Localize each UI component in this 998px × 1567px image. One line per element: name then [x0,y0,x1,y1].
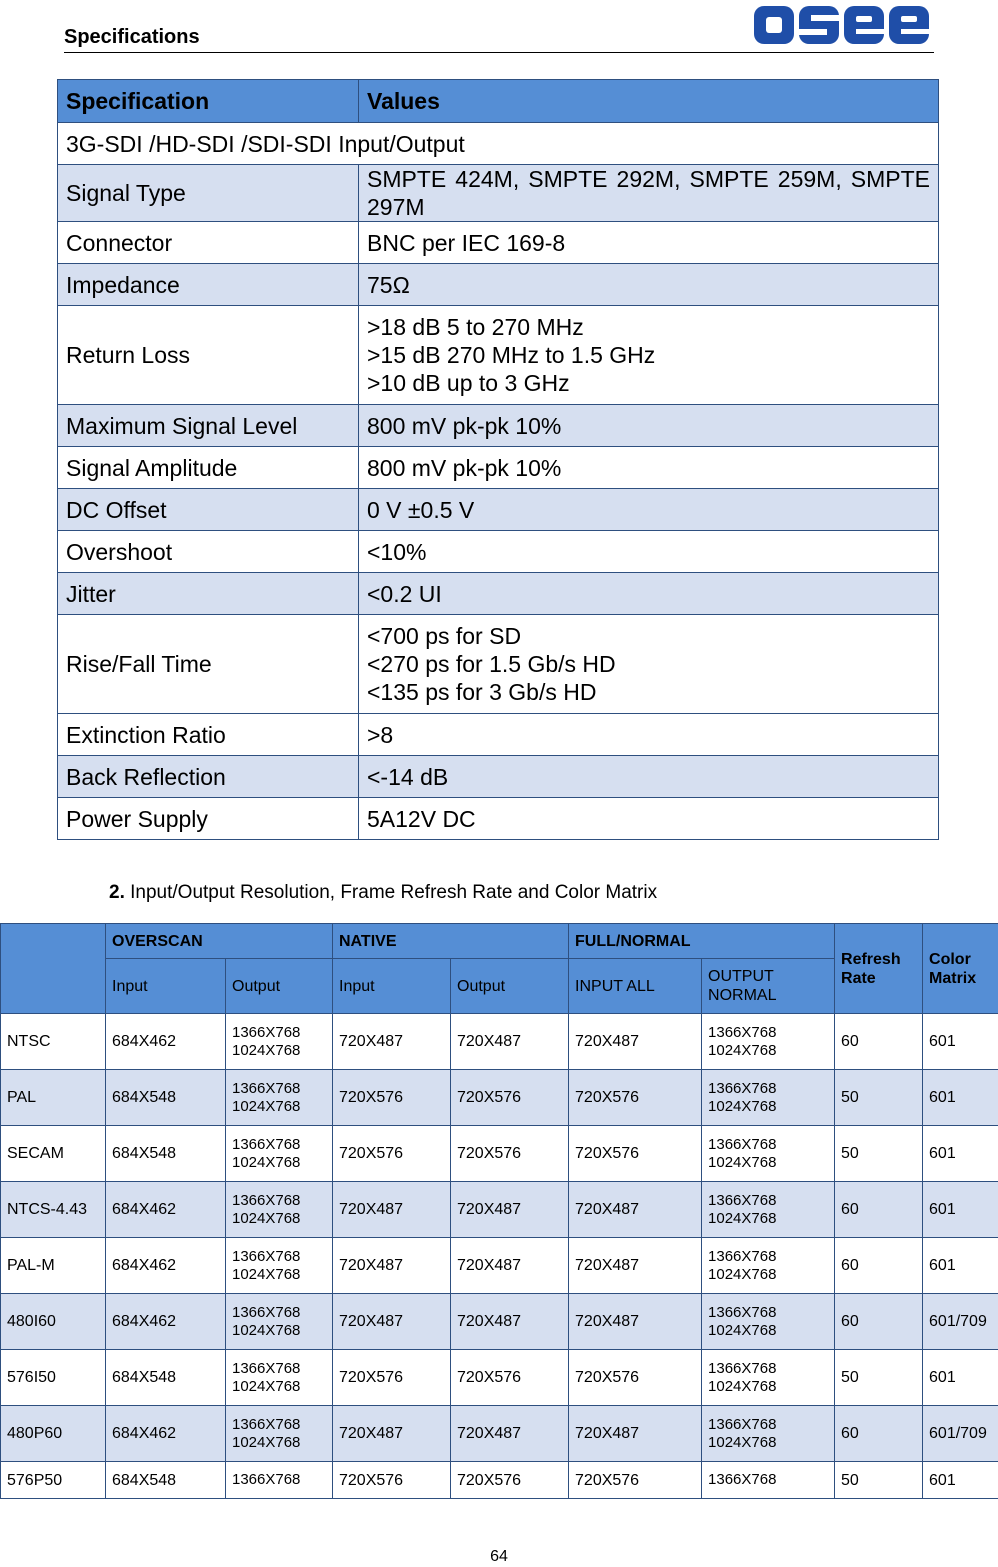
native-output-cell: 720X576 [451,1126,569,1182]
col-header-values: Values [359,80,939,123]
spec-value: >8 [359,714,939,756]
full-output-cell [702,1014,835,1070]
overscan-output-cell [226,1238,333,1294]
overscan-input-cell: 684X462 [106,1238,226,1294]
page-number: 64 [490,1548,508,1565]
refresh-rate-cell: 60 [835,1294,923,1350]
overscan-input-cell: 684X548 [106,1350,226,1406]
resolution-line: 1366X768 [708,1023,777,1041]
format-cell: 576P50 [1,1462,106,1499]
spec-name: Extinction Ratio [58,714,359,756]
table-row [1,1462,998,1499]
full-output-cell [702,1462,835,1499]
spec-value: 5A12V DC [359,798,939,840]
full-output-cell [702,1294,835,1350]
native-input-cell: 720X487 [333,1238,451,1294]
spec-value: SMPTE 424M, SMPTE 292M, SMPTE 259M, SMPTE 297M [359,165,939,222]
spec-value-line: <135 ps for 3 Gb/s HD [367,679,597,705]
spec-name: Return Loss [58,306,359,405]
format-cell: 576I50 [1,1350,106,1406]
format-cell: 480P60 [1,1406,106,1462]
resolution-line: 1366X768 [232,1359,301,1377]
spec-value: 800 mV pk-pk 10% [359,405,939,447]
refresh-rate-cell: 60 [835,1238,923,1294]
table-row [1,1350,998,1406]
native-input-cell: 720X576 [333,1462,451,1499]
spec-name: Overshoot [58,531,359,573]
color-matrix-cell: 601 [923,1238,998,1294]
spec-value: 800 mV pk-pk 10% [359,447,939,489]
overscan-input-cell: 684X548 [106,1126,226,1182]
color-matrix-cell: 601 [923,1182,998,1238]
resolution-line: 1024X768 [232,1097,301,1115]
color-matrix-cell: 601/709 [923,1294,998,1350]
color-matrix-cell: 601/709 [923,1406,998,1462]
resolution-line: 1366X768 [708,1135,777,1153]
table-row [1,1126,998,1182]
full-output-cell [702,1350,835,1406]
format-cell: PAL-M [1,1238,106,1294]
resolution-line: 1366X768 [232,1023,301,1041]
overscan-input-cell: 684X462 [106,1014,226,1070]
corner-cell [1,924,106,1014]
native-input-cell: 720X487 [333,1182,451,1238]
full-output-cell [702,1182,835,1238]
spec-name: Signal Amplitude [58,447,359,489]
native-output-cell: 720X576 [451,1350,569,1406]
full-input-cell: 720X487 [569,1182,702,1238]
color-matrix-cell: 601 [923,1462,998,1499]
full-input-cell: 720X576 [569,1070,702,1126]
native-output-cell: 720X487 [451,1238,569,1294]
overscan-input-cell: 684X548 [106,1462,226,1499]
overscan-output-cell [226,1182,333,1238]
header-title: Specifications [64,26,200,48]
spec-value: <10% [359,531,939,573]
full-input-cell: 720X487 [569,1294,702,1350]
spec-value: BNC per IEC 169-8 [359,222,939,264]
spec-name: Rise/Fall Time [58,615,359,714]
full-input-cell: 720X487 [569,1238,702,1294]
resolution-line: 1366X768 [708,1303,777,1321]
resolution-rows [1,1014,998,1499]
resolution-line: 1024X768 [708,1377,777,1395]
table-row [1,1238,998,1294]
resolution-line: 1024X768 [708,1041,777,1059]
resolution-line: 1024X768 [232,1433,301,1451]
sub-native-output: Output [451,959,569,1014]
full-input-cell: 720X487 [569,1014,702,1070]
spec-name: DC Offset [58,489,359,531]
resolution-line: 1024X768 [232,1377,301,1395]
color-matrix-cell: 601 [923,1070,998,1126]
native-output-cell: 720X487 [451,1294,569,1350]
native-output-cell: 720X487 [451,1406,569,1462]
resolution-line: 1024X768 [708,1209,777,1227]
spec-name: Signal Type [58,165,359,222]
resolution-line: 1366X768 [232,1415,301,1433]
native-input-cell: 720X487 [333,1014,451,1070]
resolution-line: 1366X768 [708,1247,777,1265]
full-input-cell: 720X487 [569,1406,702,1462]
full-input-cell: 720X576 [569,1126,702,1182]
table-row [1,1014,998,1070]
sub-full-input: INPUT ALL [569,959,702,1014]
spec-value: <-14 dB [359,756,939,798]
overscan-output-cell [226,1126,333,1182]
resolution-line: 1366X768 [708,1191,777,1209]
resolution-line: 1024X768 [232,1153,301,1171]
table-row [1,1070,998,1126]
spec-value: 75Ω [359,264,939,306]
format-cell: PAL [1,1070,106,1126]
spec-name: Maximum Signal Level [58,405,359,447]
spec-name: Power Supply [58,798,359,840]
spec-name: Impedance [58,264,359,306]
native-input-cell: 720X487 [333,1294,451,1350]
spec-value: 0 V ±0.5 V [359,489,939,531]
native-output-cell: 720X487 [451,1014,569,1070]
sub-native-input: Input [333,959,451,1014]
resolution-line: 1366X768 [232,1191,301,1209]
resolution-line: 1024X768 [708,1321,777,1339]
refresh-rate-cell: 50 [835,1126,923,1182]
native-input-cell: 720X487 [333,1406,451,1462]
spec-value-line: >15 dB 270 MHz to 1.5 GHz [367,342,656,368]
full-output-cell [702,1406,835,1462]
spec-value-line: >10 dB up to 3 GHz [367,370,570,396]
spec-value-line: <270 ps for 1.5 Gb/s HD [367,651,616,677]
refresh-rate-cell: 50 [835,1350,923,1406]
overscan-output-cell [226,1406,333,1462]
native-input-cell: 720X576 [333,1350,451,1406]
native-input-cell: 720X576 [333,1126,451,1182]
color-matrix-cell: 601 [923,1350,998,1406]
format-cell: SECAM [1,1126,106,1182]
col-header-specification: Specification [58,80,359,123]
format-cell: NTCS-4.43 [1,1182,106,1238]
sub-full-output: OUTPUT NORMAL [702,959,835,1014]
table-row [1,1294,998,1350]
overscan-input-cell: 684X462 [106,1294,226,1350]
native-input-cell: 720X576 [333,1070,451,1126]
resolution-line: 1024X768 [232,1209,301,1227]
overscan-output-cell [226,1070,333,1126]
spec-name: Connector [58,222,359,264]
resolution-line: 1366X768 [232,1135,301,1153]
table-row [1,1182,998,1238]
refresh-rate-cell: 50 [835,1070,923,1126]
native-output-cell: 720X576 [451,1462,569,1499]
group-full-normal: FULL/NORMAL [569,924,835,959]
specification-table [57,79,939,840]
resolution-line: 1366X768 [232,1303,301,1321]
resolution-line: 1024X768 [708,1433,777,1451]
section-title: 3G-SDI /HD-SDI /SDI-SDI Input/Output [58,123,939,165]
spec-value: <0.2 UI [359,573,939,615]
full-output-cell [702,1238,835,1294]
refresh-rate-cell: 60 [835,1406,923,1462]
resolution-line: 1366X768 [708,1359,777,1377]
full-input-cell: 720X576 [569,1462,702,1499]
overscan-input-cell: 684X548 [106,1070,226,1126]
page-header [64,22,934,53]
resolution-table [0,923,998,1499]
refresh-rate-cell: 60 [835,1014,923,1070]
overscan-input-cell: 684X462 [106,1182,226,1238]
resolution-line: 1024X768 [232,1041,301,1059]
overscan-output-cell [226,1014,333,1070]
spec-value [359,306,939,405]
overscan-input-cell: 684X462 [106,1406,226,1462]
caption-text: Input/Output Resolution, Frame Refresh Rate and Color Matrix [124,882,658,903]
header-refresh-rate: Refresh Rate [835,924,923,1014]
spec-name: Jitter [58,573,359,615]
overscan-output-cell [226,1462,333,1499]
resolution-line: 1024X768 [708,1265,777,1283]
refresh-rate-cell: 60 [835,1182,923,1238]
caption-number: 2. [109,882,125,903]
format-cell: NTSC [1,1014,106,1070]
resolution-line: 1024X768 [232,1321,301,1339]
osee-logo [752,2,934,48]
resolution-line: 1366X768 [232,1471,301,1488]
color-matrix-cell: 601 [923,1014,998,1070]
section-caption [109,882,657,904]
sub-overscan-output: Output [226,959,333,1014]
resolution-line: 1366X768 [708,1415,777,1433]
resolution-line: 1024X768 [708,1153,777,1171]
resolution-line: 1366X768 [708,1471,777,1488]
group-native: NATIVE [333,924,569,959]
table-row [1,1406,998,1462]
overscan-output-cell [226,1350,333,1406]
spec-value-line: >18 dB 5 to 270 MHz [367,314,584,340]
resolution-line: 1366X768 [708,1079,777,1097]
overscan-output-cell [226,1294,333,1350]
format-cell: 480I60 [1,1294,106,1350]
resolution-line: 1366X768 [232,1079,301,1097]
sub-overscan-input: Input [106,959,226,1014]
full-output-cell [702,1126,835,1182]
color-matrix-cell: 601 [923,1126,998,1182]
native-output-cell: 720X576 [451,1070,569,1126]
resolution-line: 1024X768 [232,1265,301,1283]
spec-value-line: <700 ps for SD [367,623,522,649]
header-color-matrix: Color Matrix [923,924,998,1014]
full-output-cell [702,1070,835,1126]
spec-value [359,615,939,714]
resolution-line: 1024X768 [708,1097,777,1115]
spec-name: Back Reflection [58,756,359,798]
refresh-rate-cell: 50 [835,1462,923,1499]
resolution-line: 1366X768 [232,1247,301,1265]
native-output-cell: 720X487 [451,1182,569,1238]
group-overscan: OVERSCAN [106,924,333,959]
full-input-cell: 720X576 [569,1350,702,1406]
